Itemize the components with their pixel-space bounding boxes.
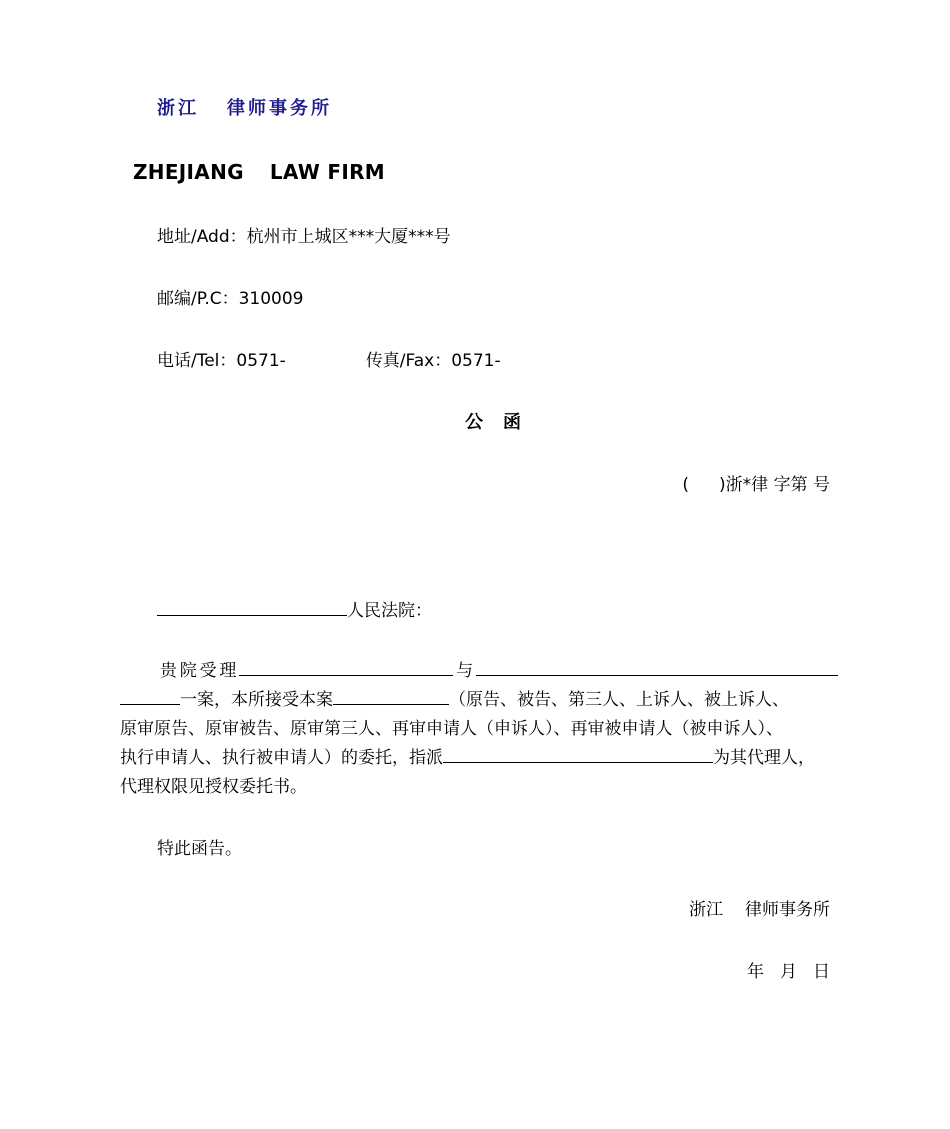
body-text-accepted: 贵院受理 (157, 661, 240, 681)
party-b-blank (476, 657, 838, 676)
body-line-5: 代理权限见授权委托书。 (120, 777, 307, 797)
firm-name-en-province: ZHEJIANG (133, 160, 244, 184)
letter-title (465, 411, 523, 435)
body-text-agent: 为其代理人， (713, 748, 815, 768)
body-line-3: 原审原告、原审被告、原审第三人、再审申请人（申诉人）、再审被申请人（被申诉人）、 (120, 719, 783, 739)
date-day: 日 (813, 962, 830, 982)
tel-field: 电话/Tel：0571- (157, 351, 286, 371)
body-text-and: 与 (453, 661, 477, 681)
body-line-1 (120, 657, 838, 686)
signature-firm (689, 898, 830, 922)
firm-name-cn-suffix: 律师事务所 (227, 98, 332, 119)
firm-name-cn-province: 浙江 (157, 98, 199, 119)
party-a-blank (239, 657, 453, 676)
closing-line: 特此函告。 (157, 839, 242, 859)
body-line-4 (120, 744, 838, 773)
court-name-blank (157, 597, 347, 616)
body-line-2 (120, 686, 838, 715)
court-suffix: 人民法院： (347, 601, 432, 621)
party-b-blank-cont (120, 686, 180, 705)
firm-name-en (133, 160, 385, 184)
postcode-line: 邮编/P.C：310009 (157, 289, 304, 309)
client-blank (333, 686, 449, 705)
body-text-case: 一案，本所接受本案 (180, 690, 333, 710)
contact-line (157, 349, 501, 373)
body-text-roles-1: （原告、被告、第三人、上诉人、被上诉人、 (449, 690, 789, 710)
letter-date (747, 960, 830, 984)
reference-number-open: ( (682, 475, 690, 495)
court-addressee (157, 597, 432, 623)
firm-name-cn (157, 97, 332, 121)
fax-field: 传真/Fax：0571- (365, 351, 501, 371)
signature-suffix: 律师事务所 (745, 900, 830, 920)
letter-body (120, 657, 838, 802)
letter-title-char-2: 函 (503, 412, 523, 433)
address-line: 地址/Add：杭州市上城区***大厦***号 (157, 227, 451, 247)
reference-number-text: )浙*律 字第 号 (719, 475, 830, 495)
body-text-roles-3: 执行申请人、执行被申请人）的委托，指派 (120, 748, 443, 768)
date-year: 年 (747, 962, 764, 982)
reference-number (682, 473, 830, 497)
date-month: 月 (780, 962, 797, 982)
lawyer-blank (443, 744, 713, 763)
letter-title-char-1: 公 (465, 412, 485, 433)
signature-province: 浙江 (689, 900, 723, 920)
firm-name-en-suffix: LAW FIRM (269, 160, 385, 184)
